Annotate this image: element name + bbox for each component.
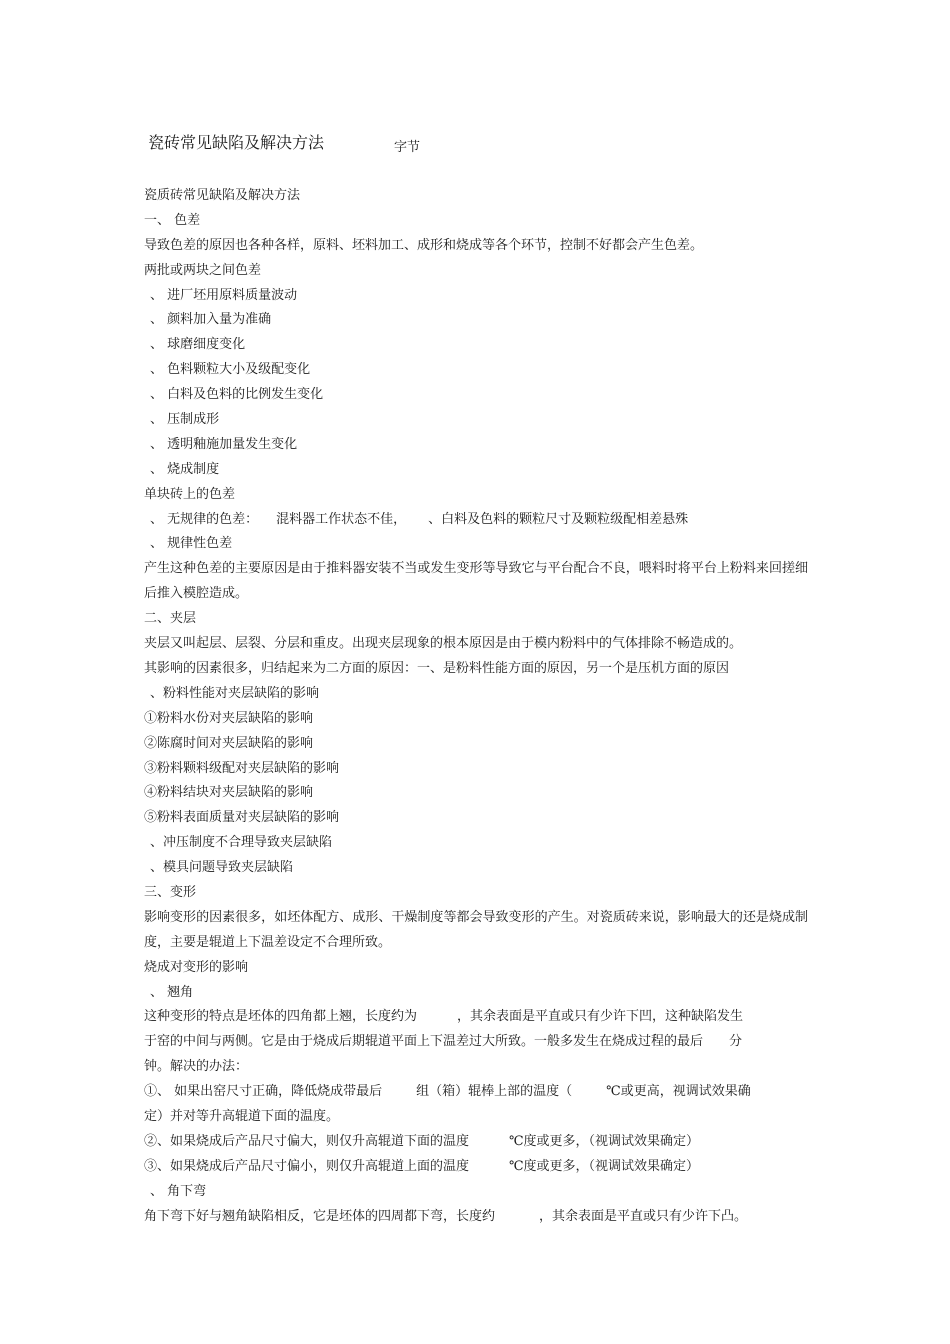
text-run: 组（箱）辊棒上部的温度（ — [416, 1084, 573, 1100]
paragraph: 影响变形的因素很多，如坯体配方、成形、干燥制度等都会导致变形的产生。对瓷质砖来说，影响最大的还是烧成制度，主要是辊道上下温差设定不合理所致。 — [144, 909, 808, 950]
list-item: 、 烧成制度 — [150, 461, 220, 477]
list-item: ④粉料结块对夹层缺陷的影响 — [144, 785, 314, 801]
list-item: ⑤粉料表面质量对夹层缺陷的影响 — [144, 810, 340, 826]
subheading: 、 翘角 — [150, 984, 194, 1000]
text-run: 这种变形的特点是坯体的四角都上翘，长度约为 — [144, 1009, 418, 1025]
paragraph-line — [144, 1030, 808, 1055]
list-item: 、 透明釉施加量发生变化 — [150, 436, 298, 452]
text-run: 分 — [729, 1034, 743, 1050]
text-run: 角下弯下好与翘角缺陷相反，它是坯体的四周都下弯，长度约 — [144, 1208, 496, 1224]
subheading: 、 角下弯 — [150, 1183, 207, 1199]
text-run: 、 无规律的色差： — [150, 511, 259, 527]
text-run: ①、 如果出窑尺寸正确，降低烧成带最后 — [144, 1084, 383, 1100]
text-run: ③、如果烧成后产品尺寸偏小，则仅升高辊道上面的温度 — [144, 1158, 470, 1174]
list-item: 、 色料颗粒大小及级配变化 — [150, 362, 311, 378]
text-run: ℃或更高，视调试效果确 — [606, 1084, 751, 1100]
subheading: 烧成对变形的影响 — [144, 959, 249, 975]
paragraph-line — [144, 1205, 808, 1230]
subheading: 、粉料性能对夹层缺陷的影响 — [150, 685, 320, 701]
paragraph: 产生这种色差的主要原因是由于推料器安装不当或发生变形等导致它与平台配合不良，喂料时将平台上粉料来回搓细后推入模腔造成。 — [144, 561, 808, 602]
text-run: ，其余表面是平直或只有少许下凸。 — [539, 1208, 748, 1224]
text-run: ②、如果烧成后产品尺寸偏大，则仅升高辊道下面的温度 — [144, 1133, 470, 1149]
document-title: 瓷砖常见缺陷及解决方法 — [148, 133, 325, 152]
text-run: 、白料及色料的颗粒尺寸及颗粒级配相差悬殊 — [428, 511, 689, 527]
paragraph-line — [144, 1130, 808, 1155]
text-run: ，其余表面是平直或只有少许下凹，这种缺陷发生 — [457, 1009, 744, 1025]
list-item: ①粉料水份对夹层缺陷的影响 — [144, 710, 314, 726]
text-run: 于窑的中间与两侧。它是由于烧成后期辊道平面上下温差过大所致。一般多发生在烧成过程的最后 — [144, 1034, 704, 1050]
text-run: 混料器工作状态不佳， — [276, 511, 407, 527]
list-item: 、 白料及色料的比例发生变化 — [150, 387, 324, 403]
text-run: ℃度或更多，（视调试效果确定） — [509, 1133, 700, 1149]
list-item: 、 进厂坯用原料质量波动 — [150, 287, 298, 303]
list-item: 、 颜料加入量为准确 — [150, 312, 272, 328]
subheading: 两批或两块之间色差 — [144, 262, 262, 278]
paragraph-line — [144, 1005, 808, 1030]
text-run: ℃度或更多，（视调试效果确定） — [509, 1158, 700, 1174]
list-item: 、 规律性色差 — [150, 536, 233, 552]
paragraph-line: 钟。解决的办法： — [144, 1059, 249, 1075]
paragraph-line — [144, 1080, 808, 1105]
list-item: ③粉料颗料级配对夹层缺陷的影响 — [144, 760, 340, 776]
document-body — [144, 184, 808, 1229]
paragraph: 夹层又叫起层、层裂、分层和重皮。出现夹层现象的根本原因是由于模内粉料中的气体排除不畅造成的。 — [144, 636, 743, 652]
paragraph: 其影响的因素很多，归结起来为二方面的原因：一、是粉料性能方面的原因，另一个是压机方面的原因 — [144, 660, 730, 676]
doc-heading: 瓷质砖常见缺陷及解决方法 — [144, 188, 301, 203]
section-heading-color: 一、 色差 — [144, 212, 201, 228]
list-item — [144, 508, 808, 533]
paragraph-line: 定）并对等升高辊道下面的温度。 — [144, 1109, 340, 1125]
list-item: 、 球磨细度变化 — [150, 337, 246, 353]
subheading: 单块砖上的色差 — [144, 486, 236, 502]
title-suffix: 字节 — [394, 140, 421, 155]
paragraph: 导致色差的原因也各种各样，原料、坯料加工、成形和烧成等各个环节，控制不好都会产生色差。 — [144, 237, 704, 253]
section-heading-deformation: 三、变形 — [144, 884, 197, 900]
paragraph-line — [144, 1155, 808, 1180]
list-item: 、 压制成形 — [150, 412, 220, 428]
section-heading-layering: 二、夹层 — [144, 611, 197, 627]
subheading: 、模具问题导致夹层缺陷 — [150, 860, 294, 876]
list-item: ②陈腐时间对夹层缺陷的影响 — [144, 735, 314, 751]
subheading: 、冲压制度不合理导致夹层缺陷 — [150, 835, 333, 851]
